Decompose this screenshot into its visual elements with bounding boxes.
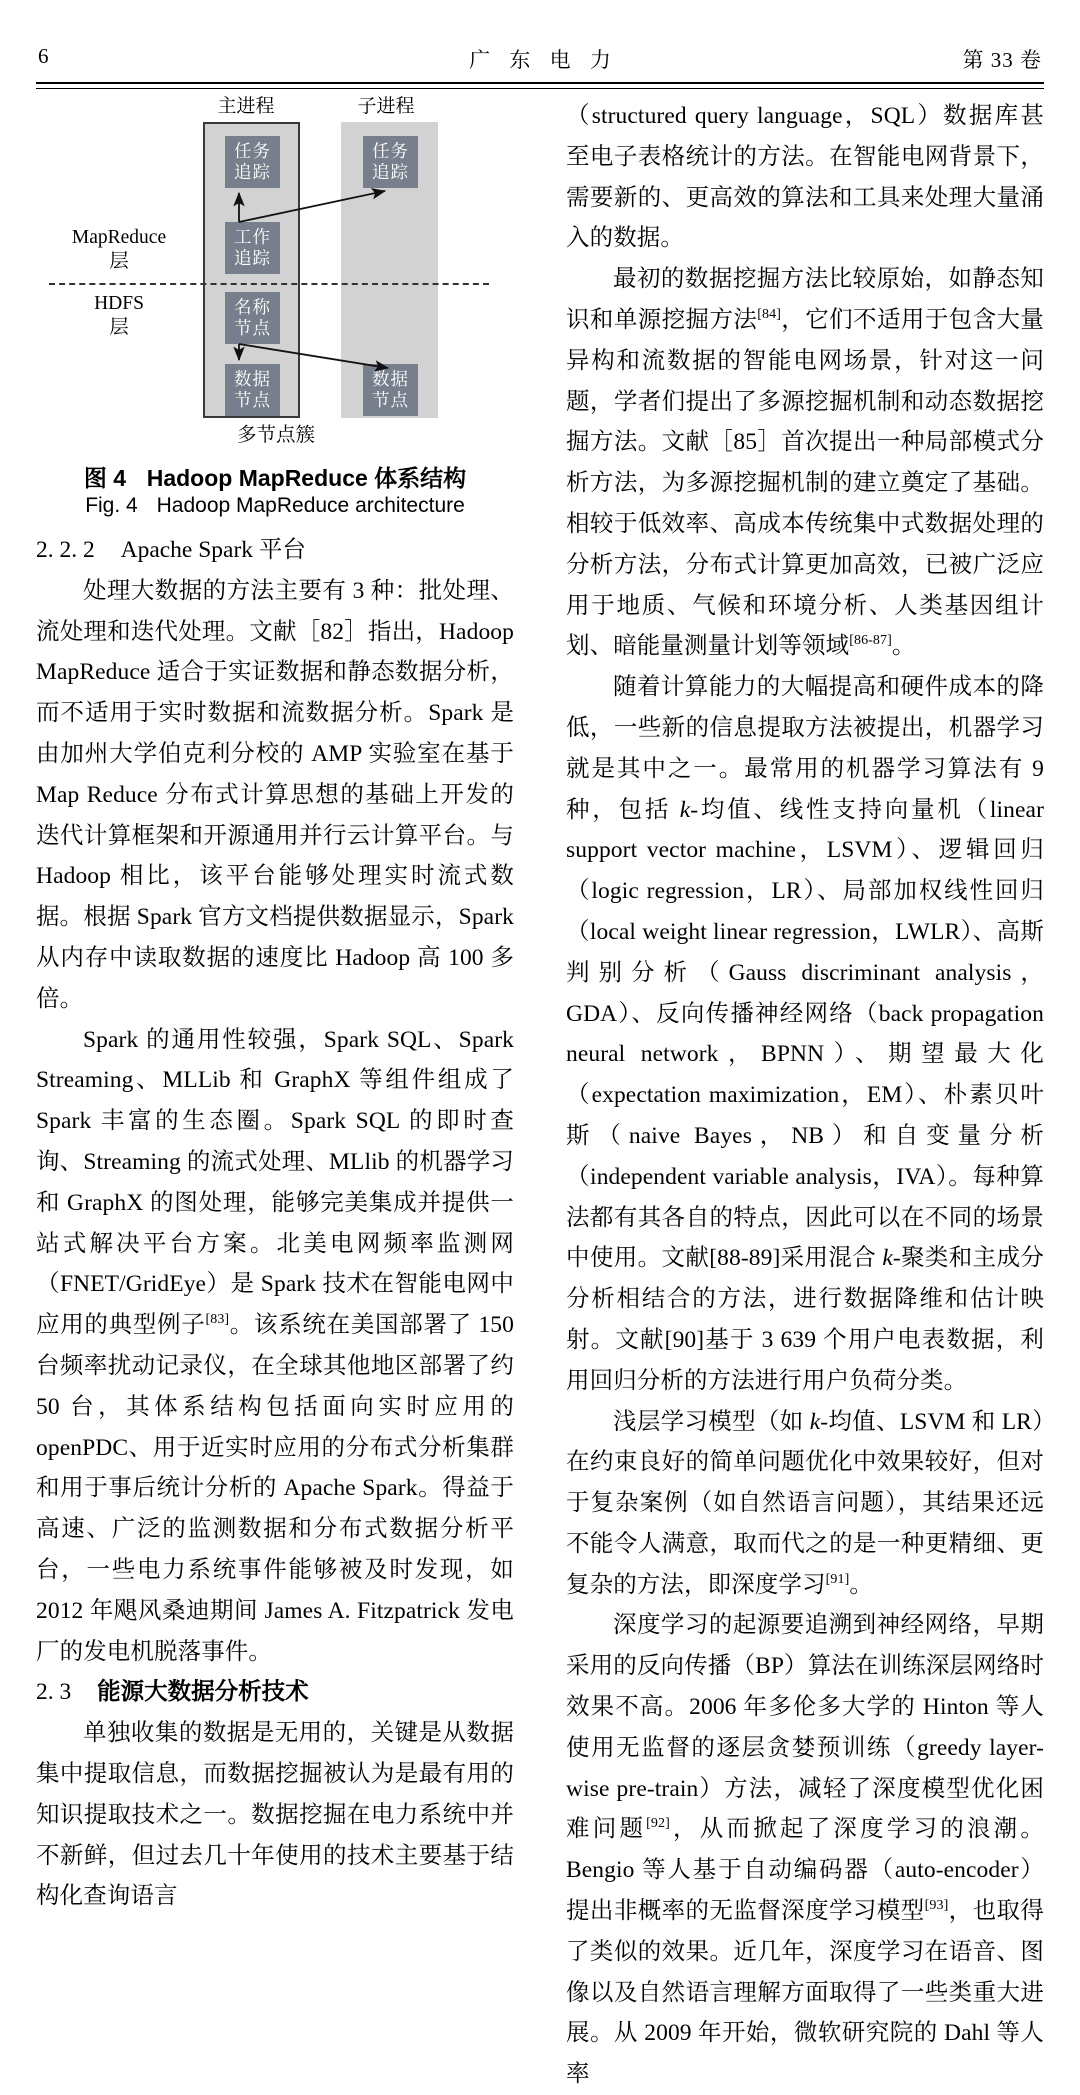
heading-2-2-2-title: Apache Spark 平台 xyxy=(120,537,306,563)
paragraph-text-part: 随着计算能力的大幅提高和硬件成本的降低，一些新的信息提取方法被提出，机器学习就是其中之一。最常用的机器学习算法有 9 种，包括 xyxy=(566,674,1044,823)
figure-caption-en-number: Fig. 4 xyxy=(85,494,138,517)
node-job-tracker xyxy=(225,222,280,274)
node-line-1: 任务 xyxy=(234,141,271,161)
heading-2-3 xyxy=(36,1672,514,1713)
two-column-body xyxy=(36,96,1045,2088)
figure-caption-en xyxy=(36,494,514,518)
node-line-1: 名称 xyxy=(234,297,271,317)
paragraph-text-part: 。该系统在美国部署了 150 台频率扰动记录仪，在全球其他地区部署了约 50 台，其体系结构包括面向实时应用的 openPDC、用于近实时应用的分布式分析集群和用于事后统计分析的 Apache Spark。得益于高速、广泛的监测数据和分布式数据分析平台，一些电力系统事件能够被及时发现，如 2012 年飓风桑迪期间 James A. Fitzpatrick 发电厂的发电机脱落事件。 xyxy=(36,1312,514,1665)
mapreduce-layer-label-line1: MapReduce xyxy=(71,227,167,248)
mapreduce-layer-label xyxy=(54,226,184,274)
mapreduce-layer-label-line2: 层 xyxy=(109,251,129,272)
node-line-2: 节点 xyxy=(234,390,271,410)
figure-caption-zh xyxy=(36,460,514,493)
math-variable-k: k xyxy=(809,1408,821,1435)
hdfs-layer-label-line1: HDFS xyxy=(94,293,144,314)
paragraph-text-part: -均值、LSVM 和 LR）在约束良好的简单问题优化中效果较好，但对于复杂案例（如自然语言问题），其结果还远不能令人满意，取而代之的是一种更精细、更复杂的方法，即深度学习 xyxy=(566,1408,1044,1598)
math-variable-k: k xyxy=(679,796,691,823)
reference-86-87: [86-87] xyxy=(849,633,892,649)
node-line-1: 工作 xyxy=(234,227,271,247)
node-line-1: 数据 xyxy=(234,369,271,389)
node-data-node-main xyxy=(225,364,280,416)
paragraph-text-part: 最初的数据挖掘方法比较原始，如静态知识和单源挖掘方法 xyxy=(566,266,1044,333)
page-number: 6 xyxy=(38,44,49,68)
reference-93: [93] xyxy=(924,1898,949,1914)
paragraph-text-part: 。 xyxy=(891,633,916,660)
heading-2-2-2 xyxy=(36,530,514,571)
paragraph-text-part: Spark 的通用性较强，Spark SQL、Spark Streaming、MLLib 和 GraphX 等组件组成了 Spark 丰富的生态圈。Spark SQL 的即时查询、Streaming 的流式处理、MLlib 的机器学习和 GraphX 的图处理，能够完美集成并提供一站式解决平台方案。北美电网频率监测网（FNET/GridEye）是 Spark 技术在智能电网中应用的典型例子 xyxy=(36,1026,514,1339)
left-column xyxy=(36,96,514,1910)
node-task-tracker-main xyxy=(225,136,280,188)
figure-caption-zh-number: 图 4 xyxy=(83,465,127,491)
paragraph-text-part: 。 xyxy=(849,1571,873,1598)
paragraph-deep-learning-origin xyxy=(566,1605,1044,2095)
journal-title: 广 东 电 力 xyxy=(469,48,618,72)
layer-divider-dashed-line xyxy=(49,283,489,285)
node-line-2: 节点 xyxy=(234,318,271,338)
paragraph-early-mining xyxy=(566,259,1044,667)
paragraph-shallow-learning xyxy=(566,1402,1044,1606)
node-line-1: 数据 xyxy=(372,369,409,389)
figure-4 xyxy=(36,96,514,526)
node-line-2: 追踪 xyxy=(234,248,271,268)
hdfs-layer-label xyxy=(54,292,184,340)
paragraph-spark-intro: 处理大数据的方法主要有 3 种：批处理、流处理和迭代处理。文献［82］指出，Hadoop MapReduce 适合于实证数据和静态数据分析，而不适用于实时数据和流数据分析。Spark 是由加州大学伯克利分校的 AMP 实验室在基于 Map Reduce 分布式计算思想的基础上开发的迭代计算框架和开源通用并行云计算平台。与 Hadoop 相比，该平台能够处理实时流式数据。根据 Spark 官方文档提供数据显示，Spark 从内存中读取数据的速度比 Hadoop 高 100 多倍。 xyxy=(36,577,514,1012)
reference-92: [92] xyxy=(646,1816,670,1832)
header-divider-rule xyxy=(36,82,1044,89)
figure-caption-en-text: Hadoop MapReduce architecture xyxy=(156,494,465,517)
figure-caption-zh-text: Hadoop MapReduce 体系结构 xyxy=(146,465,467,491)
paragraph-text-part: 深度学习的起源要追溯到神经网络，早期采用的反向传播（BP）算法在训练深层网络时效果不高。2006 年多伦多大学的 Hinton 等人使用无监督的逐层贪婪预训练（greedy layer-wise pre-train）方法，减轻了深度模型优化困难问题 xyxy=(566,1612,1044,1843)
heading-2-3-title: 能源大数据分析技术 xyxy=(97,1679,309,1706)
node-line-2: 追踪 xyxy=(234,162,271,182)
paragraph-text-part: 浅层学习模型（如 xyxy=(613,1408,810,1435)
paragraph-spark-ecosystem xyxy=(36,1020,514,1673)
paragraph-text-part: ，从而掀起了深度学习的浪潮。Bengio 等人基于自动编码器（auto-encoder）提出非概率的无监督深度学习模型 xyxy=(566,1816,1044,1925)
volume-label: 第 33 卷 xyxy=(962,48,1042,72)
heading-2-3-number: 2. 3 xyxy=(36,1679,72,1706)
paragraph-machine-learning-algorithms xyxy=(566,667,1044,1401)
child-process-title: 子进程 xyxy=(357,96,415,117)
paragraph-text-part: ，它们不适用于包含大量异构和流数据的智能电网场景，针对这一问题，学者们提出了多源挖掘机制和动态数据挖掘方法。文献［85］首次提出一种局部模式分析方法，为多源挖掘机制的建立奠定了基础。相较于低效率、高成本传统集中式数据处理的分析方法，分布式计算更加高效，已被广泛应用于地质、气候和环境分析、人类基因组计划、暗能量测量计划等领域 xyxy=(566,306,1044,660)
page-header xyxy=(36,44,1044,78)
hdfs-layer-label-line2: 层 xyxy=(109,317,129,338)
figure-4-diagram xyxy=(36,96,514,446)
paragraph-text-part: ，也取得了类似的效果。近几年，深度学习在语音、图像以及自然语言理解方面取得了一些类重大进展。从 2009 年开始，微软研究院的 Dahl 等人率 xyxy=(566,1898,1045,2088)
node-line-1: 任务 xyxy=(372,141,409,161)
paragraph-sql-continuation: （structured query language，SQL）数据库甚至电子表格统计的方法。在智能电网背景下，需要新的、更高效的算法和工具来处理大量涌入的数据。 xyxy=(566,103,1044,252)
node-data-node-child xyxy=(363,364,418,416)
reference-91: [91] xyxy=(825,1571,850,1587)
paragraph-data-mining-intro: 单独收集的数据是无用的，关键是从数据集中提取信息，而数据挖掘被认为是最有用的知识提取技术之一。数据挖掘在电力系统中并不新鲜，但过去几十年使用的技术主要基于结构化查询语言 xyxy=(36,1720,514,1910)
node-line-2: 节点 xyxy=(372,390,409,410)
heading-2-2-2-number: 2. 2. 2 xyxy=(36,537,95,563)
math-variable-k: k xyxy=(882,1245,893,1272)
reference-84: [84] xyxy=(757,307,781,323)
multi-node-cluster-label: 多节点簇 xyxy=(236,425,315,446)
paragraph-text-part: -均值、线性支持向量机（linear support vector machine，LSVM）、逻辑回归（logic regression，LR）、局部加权线性回归（local weight linear regression，LWLR）、高斯判别分析（Gauss discriminant analysis，GDA）、反向传播神经网络（back propagation neural network，BPNN）、期望最大化（expectation maximization，EM）、朴素贝叶斯（naive Bayes，NB）和自变量分析（independent variable analysis，IVA）。每种算法都有其各自的特点，因此可以在不同的场景中使用。文献[88-89]采用混合 xyxy=(566,796,1044,1272)
right-column xyxy=(566,96,1045,2088)
paragraph-text-part: -聚类和主成分分析相结合的方法，进行数据降维和估计映射。文献[90]基于 3 639 个用户电表数据，利用回归分析的方法进行用户负荷分类。 xyxy=(566,1245,1044,1394)
main-process-title: 主进程 xyxy=(217,96,275,117)
node-task-tracker-child xyxy=(363,136,418,188)
reference-83: [83] xyxy=(205,1312,230,1328)
node-line-2: 追踪 xyxy=(372,162,409,182)
node-name-node xyxy=(225,292,280,344)
